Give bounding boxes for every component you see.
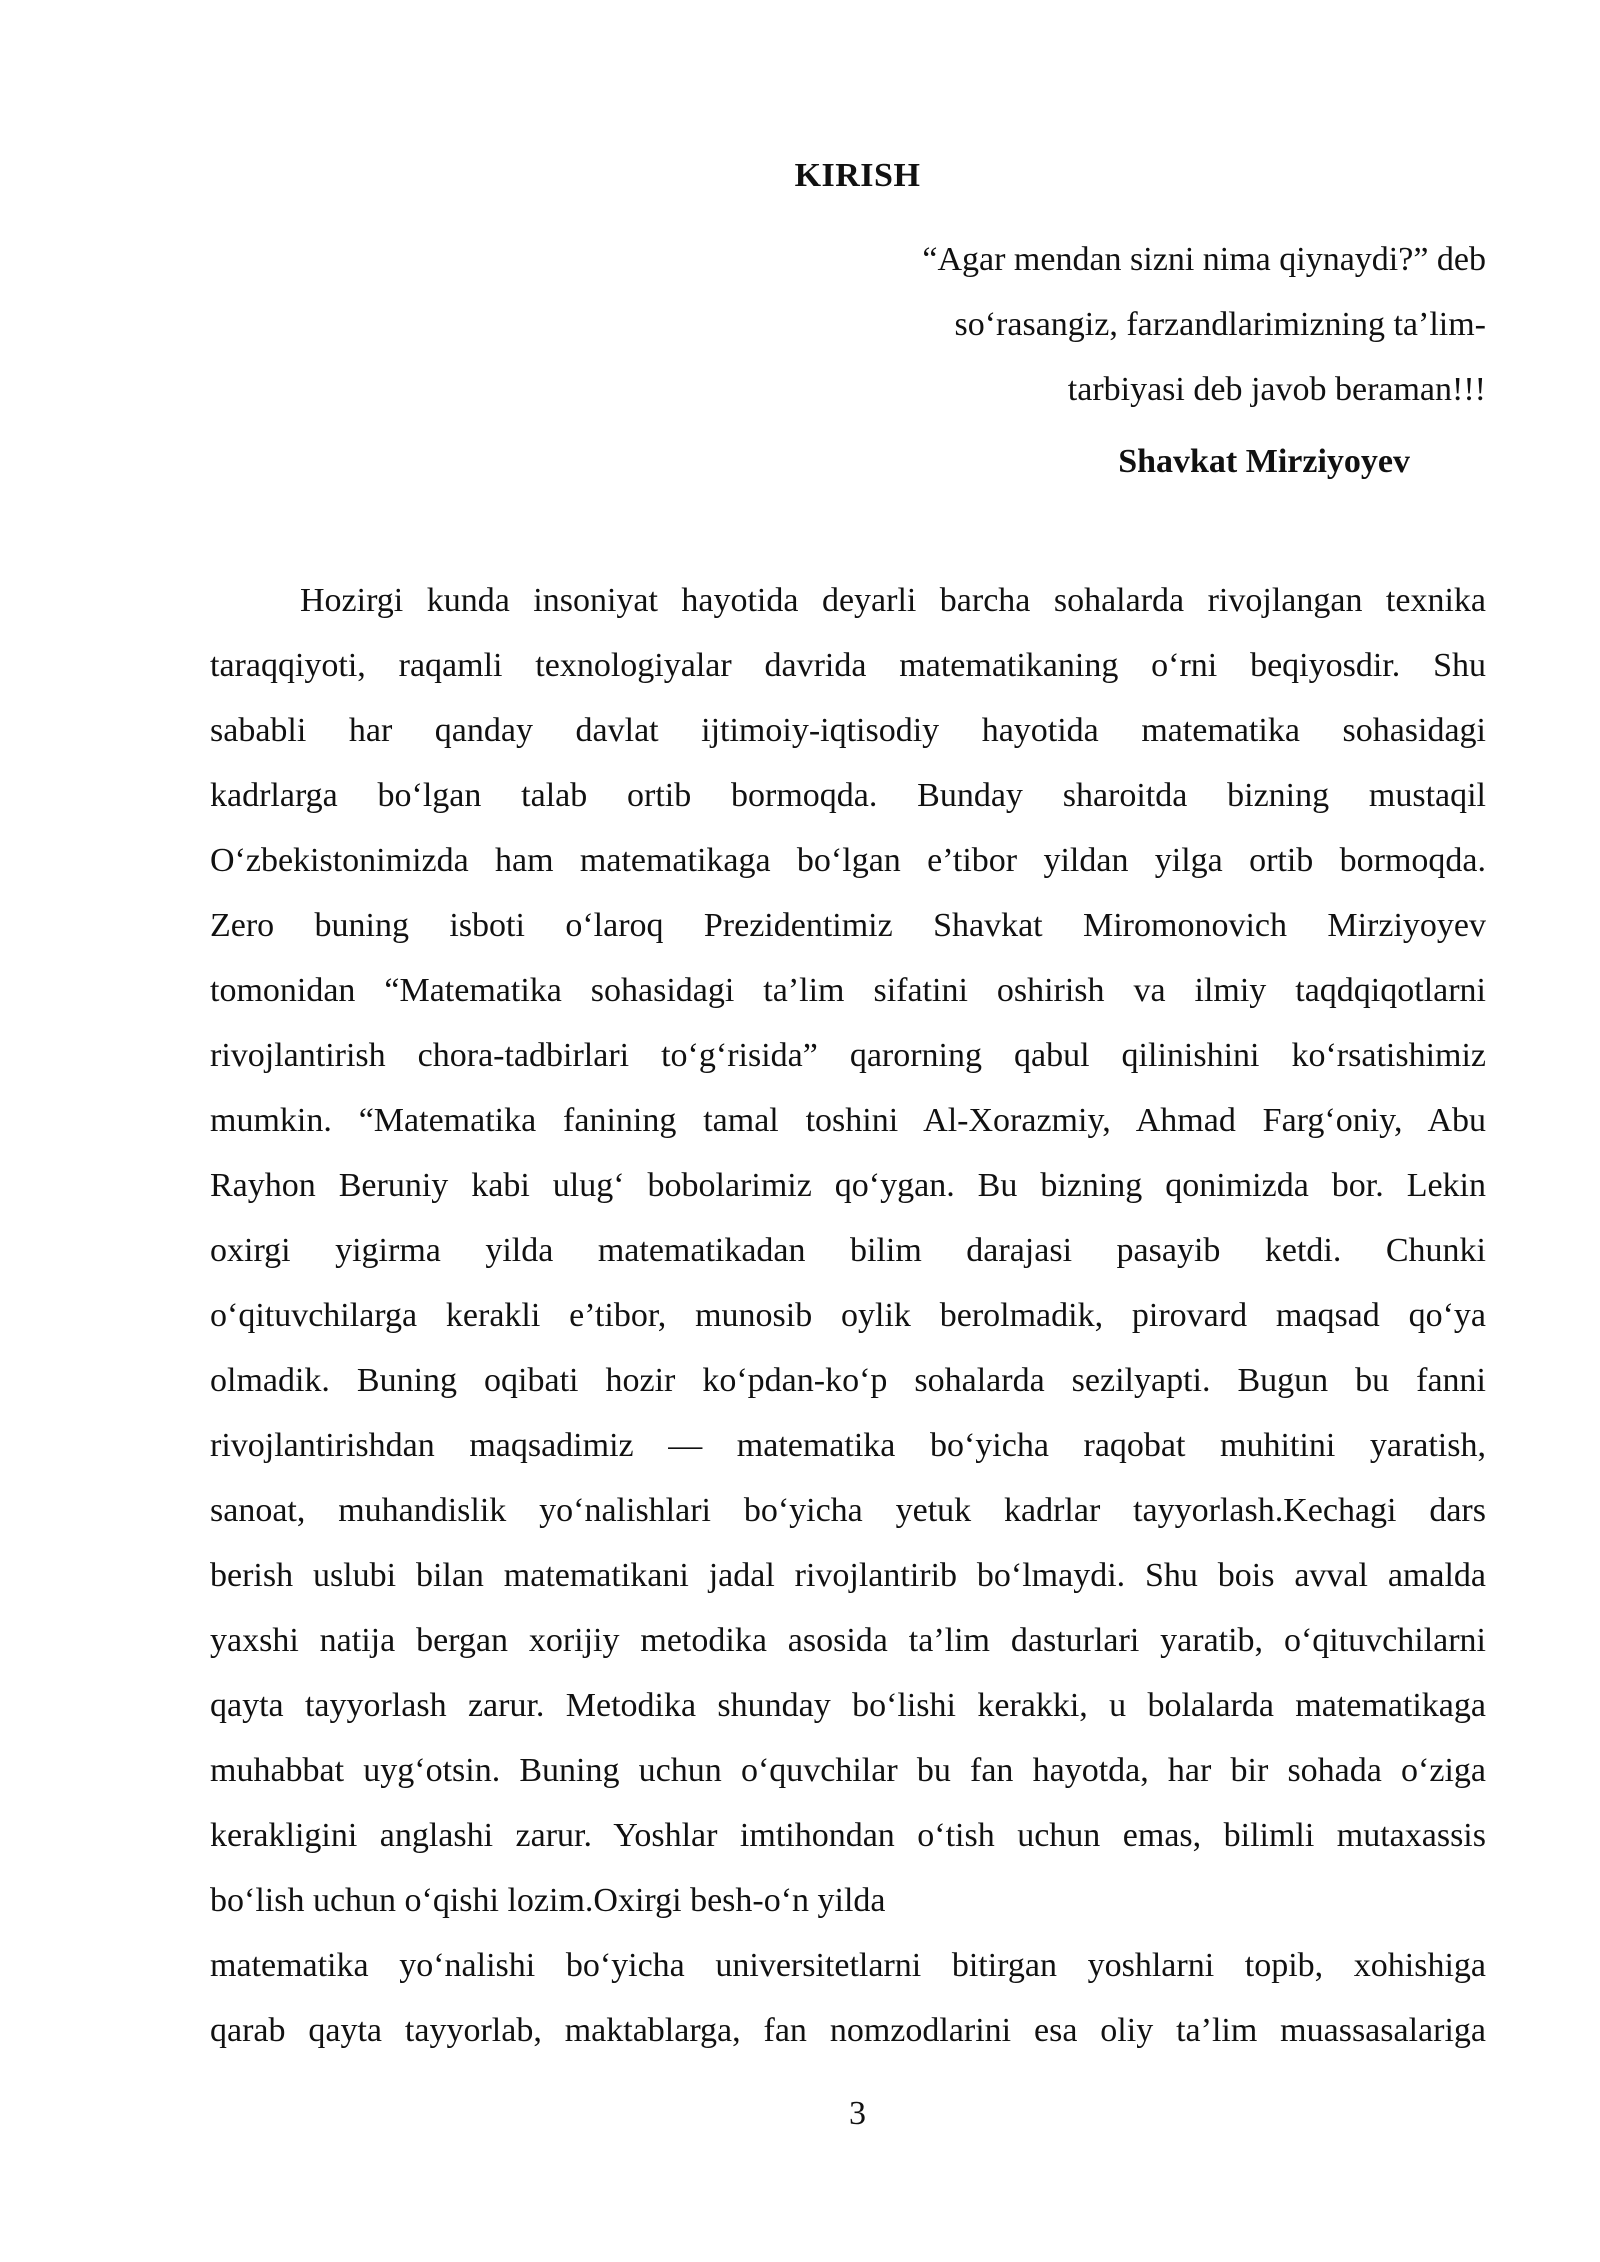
body-line: Hozirgi kunda insoniyat hayotida deyarli barcha sohalarda rivojlangan texnika [300,582,1486,619]
body-line: taraqqiyoti, raqamli texnologiyalar davrida matematikaning o‘rni beqiyosdir. Shu [210,647,1486,684]
body-line: berish uslubi bilan matematikani jadal rivojlantirib bo‘lmaydi. Shu bois avval amalda [210,1557,1486,1594]
body-line: qarab qayta tayyorlab, maktablarga, fan nomzodlarini esa oliy ta’lim muassasalariga [210,2012,1486,2049]
body-line: rivojlantirish chora-tadbirlari to‘g‘risida” qarorning qabul qilinishini ko‘rsatishimiz [210,1037,1486,1074]
body-line: rivojlantirishdan maqsadimiz — matematika bo‘yicha raqobat muhitini yaratish, [210,1427,1486,1464]
body-line: kerakligini anglashi zarur. Yoshlar imtihondan o‘tish uchun emas, bilimli mutaxassis [210,1817,1486,1854]
body-line: bo‘lish uchun o‘qishi lozim.Oxirgi besh-o‘n yilda [210,1882,886,1919]
body-line: kadrlarga bo‘lgan talab ortib bormoqda. Bunday sharoitda bizning mustaqil [210,777,1486,814]
body-line: olmadik. Buning oqibati hozir ko‘pdan-ko‘p sohalarda sezilyapti. Bugun bu fanni [210,1362,1486,1399]
body-line: qayta tayyorlash zarur. Metodika shunday bo‘lishi kerakki, u bolalarda matematikaga [210,1687,1486,1724]
body-line: O‘zbekistonimizda ham matematikaga bo‘lgan e’tibor yildan yilga ortib bormoqda. [210,842,1486,879]
body-line: yaxshi natija bergan xorijiy metodika asosida ta’lim dasturlari yaratib, o‘qituvchilarni [210,1622,1486,1659]
epigraph-line: “Agar mendan sizni nima qiynaydi?” deb [922,241,1486,278]
epigraph [786,236,1486,431]
body-line: o‘qituvchilarga kerakli e’tibor, munosib oylik berolmadik, pirovard maqsad qo‘ya [210,1297,1486,1334]
body-line: matematika yo‘nalishi bo‘yicha universitetlarni bitirgan yoshlarni topib, xohishiga [210,1947,1486,1984]
body-line: muhabbat uyg‘otsin. Buning uchun o‘quvchilar bu fan hayotda, har bir sohada o‘ziga [210,1752,1486,1789]
epigraph-author: Shavkat Mirziyoyev [1118,443,1410,480]
page-number: 3 [849,2095,866,2132]
body-line: Zero buning isboti o‘laroq Prezidentimiz Shavkat Miromonovich Mirziyoyev [210,907,1486,944]
body-line: Rayhon Beruniy kabi ulug‘ bobolarimiz qo‘ygan. Bu bizning qonimizda bor. Lekin [210,1167,1486,1204]
body-text [210,568,1486,2063]
epigraph-line: tarbiyasi deb javob beraman!!! [1067,371,1486,408]
epigraph-line: so‘rasangiz, farzandlarimizning ta’lim- [954,306,1486,343]
section-heading: KIRISH [794,157,921,194]
body-line: mumkin. “Matematika fanining tamal toshini Al-Xorazmiy, Ahmad Farg‘oniy, Abu [210,1102,1486,1139]
body-line: oxirgi yigirma yilda matematikadan bilim darajasi pasayib ketdi. Chunki [210,1232,1486,1269]
body-line: sababli har qanday davlat ijtimoiy-iqtisodiy hayotida matematika sohasidagi [210,712,1486,749]
body-line: tomonidan “Matematika sohasidagi ta’lim sifatini oshirish va ilmiy taqdqiqotlarni [210,972,1486,1009]
body-line: sanoat, muhandislik yo‘nalishlari bo‘yicha yetuk kadrlar tayyorlash.Kechagi dars [210,1492,1486,1529]
